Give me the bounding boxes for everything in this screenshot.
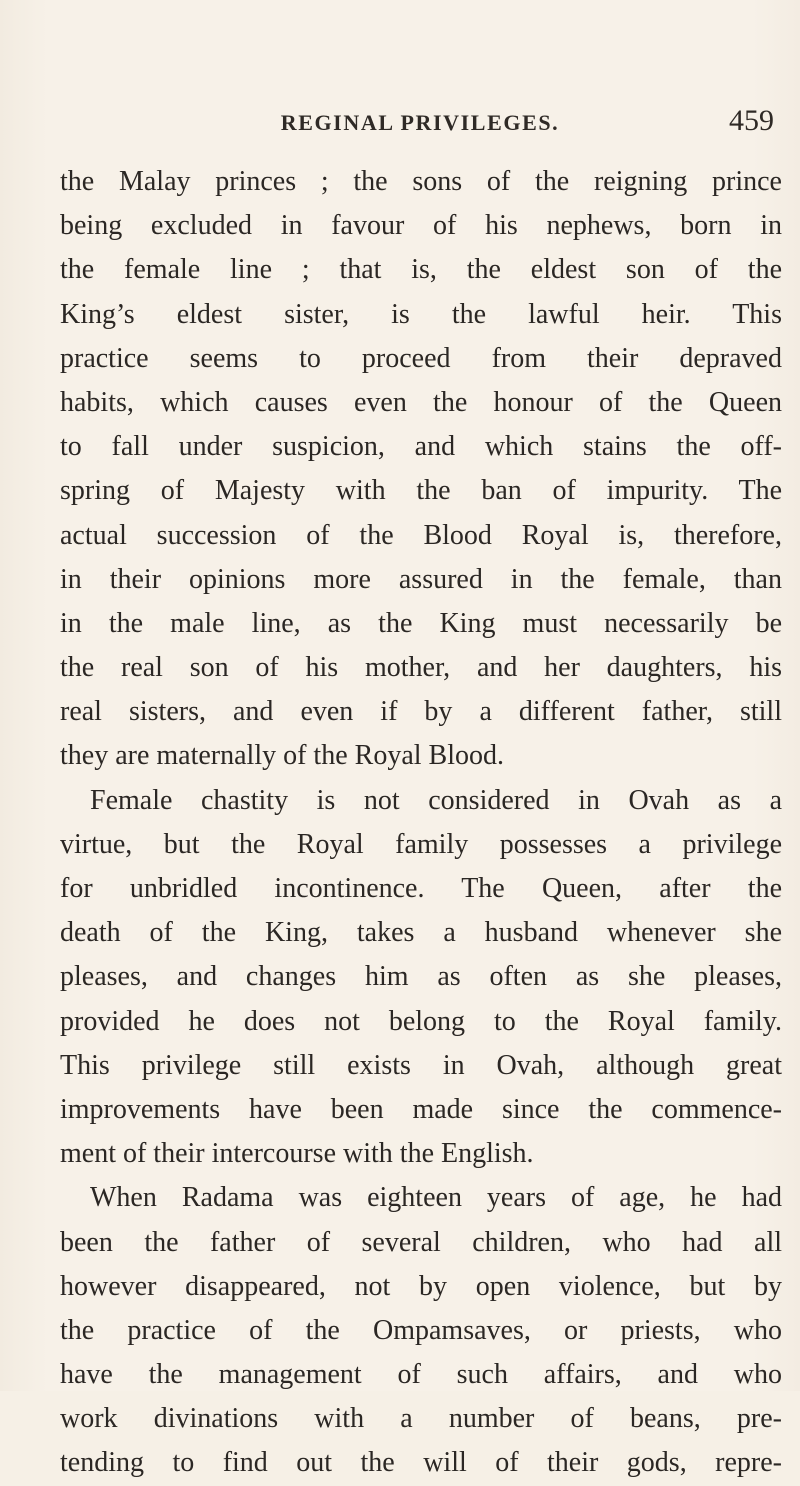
- text-line: improvements have been made since the commence-: [60, 1093, 782, 1125]
- text-line: provided he does not belong to the Royal family.: [60, 1005, 782, 1037]
- text-line: being excluded in favour of his nephews, born in: [60, 210, 782, 242]
- text-line: spring of Majesty with the ban of impurity. The: [60, 475, 782, 507]
- body-text: [60, 160, 782, 1486]
- text-line: however disappeared, not by open violence, but by: [60, 1270, 782, 1302]
- text-line: the Malay princes ; the sons of the reigning prince: [60, 166, 782, 197]
- text-line: the female line ; that is, the eldest son of the: [60, 254, 782, 286]
- text-line: in their opinions more assured in the female, than: [60, 563, 782, 595]
- text-line: they are maternally of the Royal Blood.: [60, 740, 504, 772]
- text-line: Female chastity is not considered in Ovah as a: [90, 784, 782, 816]
- text-line: been the father of several children, who had all: [60, 1226, 782, 1258]
- text-line: the practice of the Ompamsaves, or priests, who: [60, 1314, 782, 1346]
- text-line: real sisters, and even if by a different father, still: [60, 696, 782, 728]
- text-line: actual succession of the Blood Royal is, therefore,: [60, 519, 782, 551]
- text-line: for unbridled incontinence. The Queen, after the: [60, 873, 782, 904]
- page-number: 459: [729, 104, 774, 137]
- text-line: in the male line, as the King must necessarily be: [60, 607, 782, 639]
- text-line: the real son of his mother, and her daughters, his: [60, 652, 782, 684]
- text-line: work divinations with a number of beans, pre-: [60, 1403, 782, 1435]
- text-line: This privilege still exists in Ovah, although great: [60, 1049, 782, 1081]
- text-line: virtue, but the Royal family possesses a privilege: [60, 828, 782, 860]
- text-line: ment of their intercourse with the English.: [60, 1138, 534, 1170]
- running-head-title: REGINAL PRIVILEGES.: [280, 110, 560, 135]
- text-line: to fall under suspicion, and which stains the off-: [60, 431, 782, 463]
- text-line: tending to find out the will of their gods, repre-: [60, 1447, 782, 1479]
- text-line: pleases, and changes him as often as she pleases,: [60, 961, 782, 993]
- text-line: death of the King, takes a husband whenever she: [60, 917, 782, 949]
- text-line: habits, which causes even the honour of the Queen: [60, 386, 782, 418]
- running-head: [60, 104, 780, 144]
- text-line: practice seems to proceed from their depraved: [60, 342, 782, 374]
- text-line: When Radama was eighteen years of age, he had: [90, 1182, 782, 1214]
- text-line: King’s eldest sister, is the lawful heir. This: [60, 298, 782, 330]
- text-line: have the management of such affairs, and who: [60, 1359, 782, 1391]
